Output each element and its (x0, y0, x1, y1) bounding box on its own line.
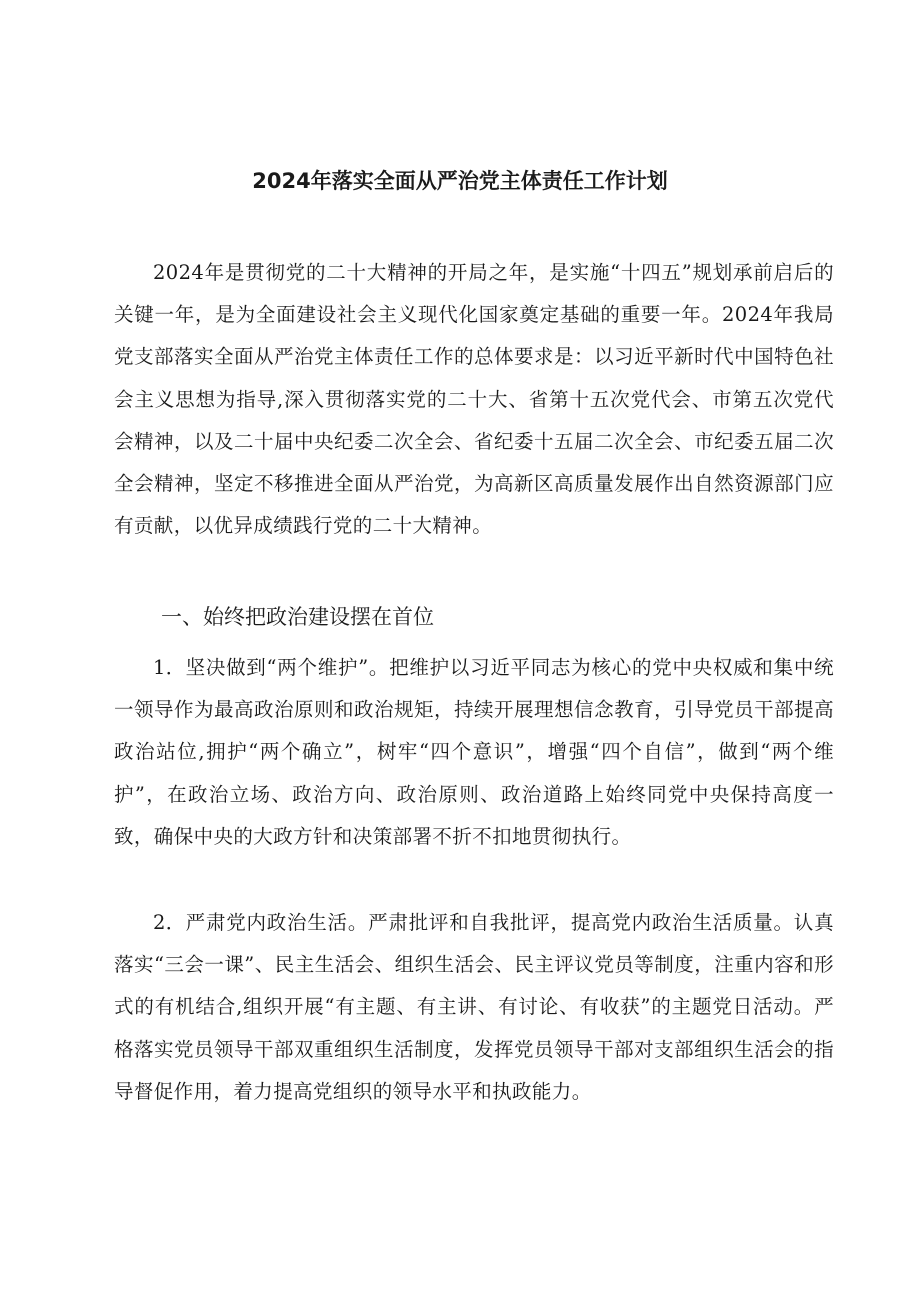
item-paragraph-2 (114, 902, 834, 1113)
item-text: 坚决做到“两个维护”。把维护以习近平同志为核心的党中央权威和集中统一领导作为最高政治原则和政治规矩，持续开展理想信念教育，引导党员干部提高政治站位,拥护“两个确立”，树牢“四个意识”，增强“四个自信”，做到“两个维护”，在政治立场、政治方向、政治原则、政治道路上始终同党中央保持高度一致，确保中央的大政方针和决策部署不折不扣地贯彻执行。 (114, 656, 834, 848)
intro-paragraph: 2024年是贯彻党的二十大精神的开局之年，是实施“十四五”规划承前启后的关键一年，是为全面建设社会主义现代化国家奠定基础的重要一年。2024年我局党支部落实全面从严治党主体责任工作的总体要求是：以习近平新时代中国特色社会主义思想为指导,深入贯彻落实党的二十大、省第十五次党代会、市第五次党代会精神，以及二十届中央纪委二次全会、省纪委十五届二次全会、市纪委五届二次全会精神，坚定不移推进全面从严治党，为高新区高质量发展作出自然资源部门应有贡献，以优异成绩践行党的二十大精神。 (114, 261, 834, 538)
item-text: 严肃党内政治生活。严肃批评和自我批评，提高党内政治生活质量。认真落实“三会一课”、民主生活会、组织生活会、民主评议党员等制度，注重内容和形式的有机结合,组织开展“有主题、有主讲、有讨论、有收获”的主题党日活动。严格落实党员领导干部双重组织生活制度，发挥党员领导干部对支部组织生活会的指导督促作用，着力提高党组织的领导水平和执政能力。 (114, 911, 834, 1103)
section-heading: 一、始终把政治建设摆在首位 (161, 605, 434, 629)
document-title: 2024年落实全面从严治党主体责任工作计划 (252, 169, 668, 193)
item-paragraph-1 (114, 647, 834, 858)
item-number: 1． (153, 656, 186, 679)
item-number: 2． (153, 911, 186, 934)
